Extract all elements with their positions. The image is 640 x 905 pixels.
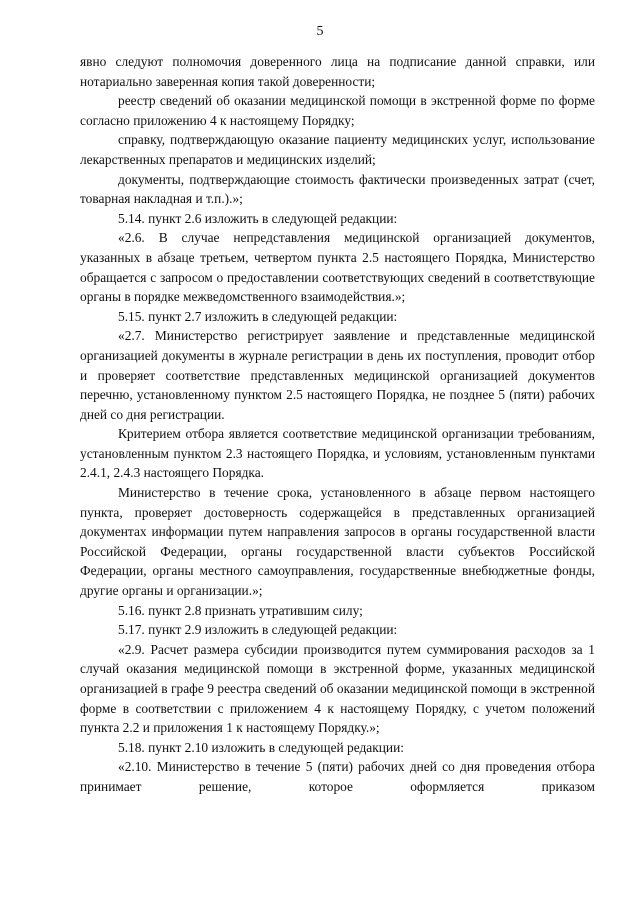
paragraph-clause-2-9: «2.9. Расчет размера субсидии производится путем суммирования расходов за 1 случай оказания медицинской помощи в экстренной форме, указанных медицинской организацией в графе 9 реестра сведений об оказании медицинской помощи в экстренной форме в соответствии с приложением 4 к настоящему Порядку, с учетом положений пункта 2.2 и приложения 1 к настоящему Порядку.»; [80,641,595,736]
paragraph-amendment-5-15: 5.15. пункт 2.7 изложить в следующей редакции: [118,308,398,324]
paragraph-certificate: справку, подтверждающую оказание пациенту медицинских услуг, использование лекарственных препаратов и медицинских изделий; [80,132,595,167]
paragraph-clause-2-7: «2.7. Министерство регистрирует заявление и представленные медицинской организацией документы в журнале регистрации в день их поступления, проводит отбор и проверяет соответствие представленных медицинской организацией документов перечню, установленному пунктом 2.5 настоящего Порядка, не позднее 5 (пяти) рабочих дней со дня регистрации. [80,328,595,422]
paragraph-cost-documents: документы, подтверждающие стоимость фактически произведенных затрат (счет, товарная накладная и т.п.).»; [80,171,595,207]
paragraph-clause-2-6: «2.6. В случае непредставления медицинской организацией документов, указанных в абзаце третьем, четвертом пункта 2.5 настоящего Порядка, Министерство обращается с запросом о предоставлении соответствующих сведений в соответствующие органы в порядке межведомственного взаимодействия.»; [80,230,595,305]
document-body [80,52,595,797]
paragraph-registry: реестр сведений об оказании медицинской помощи в экстренной форме по форме согласно приложению 4 к настоящему Порядку; [80,93,595,128]
paragraph-selection-criterion: Критерием отбора является соответствие медицинской организации требованиям, установленным пунктом 2.3 настоящего Порядка, и условиям, установленным пунктами 2.4.1, 2.4.3 настоящего Порядка. [80,426,595,481]
page-number: 5 [316,24,324,39]
paragraph-continuation: явно следуют полномочия доверенного лица на подписание данной справки, или нотариально заверенная копия такой доверенности; [80,54,595,89]
paragraph-amendment-5-16: 5.16. пункт 2.8 признать утратившим силу; [118,602,363,618]
paragraph-amendment-5-18: 5.18. пункт 2.10 изложить в следующей редакции: [118,739,404,755]
paragraph-verification: Министерство в течение срока, установленного в абзаце первом настоящего пункта, проверяет достоверность содержащейся в представленных организацией документах информации путем направления запросов в органы государственной власти Российской Федерации, органы государственной власти субъектов Российской Федерации, органы местного самоуправления, государственные внебюджетные фонды, другие органы и организации.»; [80,485,595,599]
paragraph-clause-2-10: «2.10. Министерство в течение 5 (пяти) рабочих дней со дня проведения отбора принимает решение, которое оформляется приказом [80,759,595,794]
paragraph-amendment-5-14: 5.14. пункт 2.6 изложить в следующей редакции: [118,210,398,226]
paragraph-amendment-5-17: 5.17. пункт 2.9 изложить в следующей редакции: [118,622,398,638]
